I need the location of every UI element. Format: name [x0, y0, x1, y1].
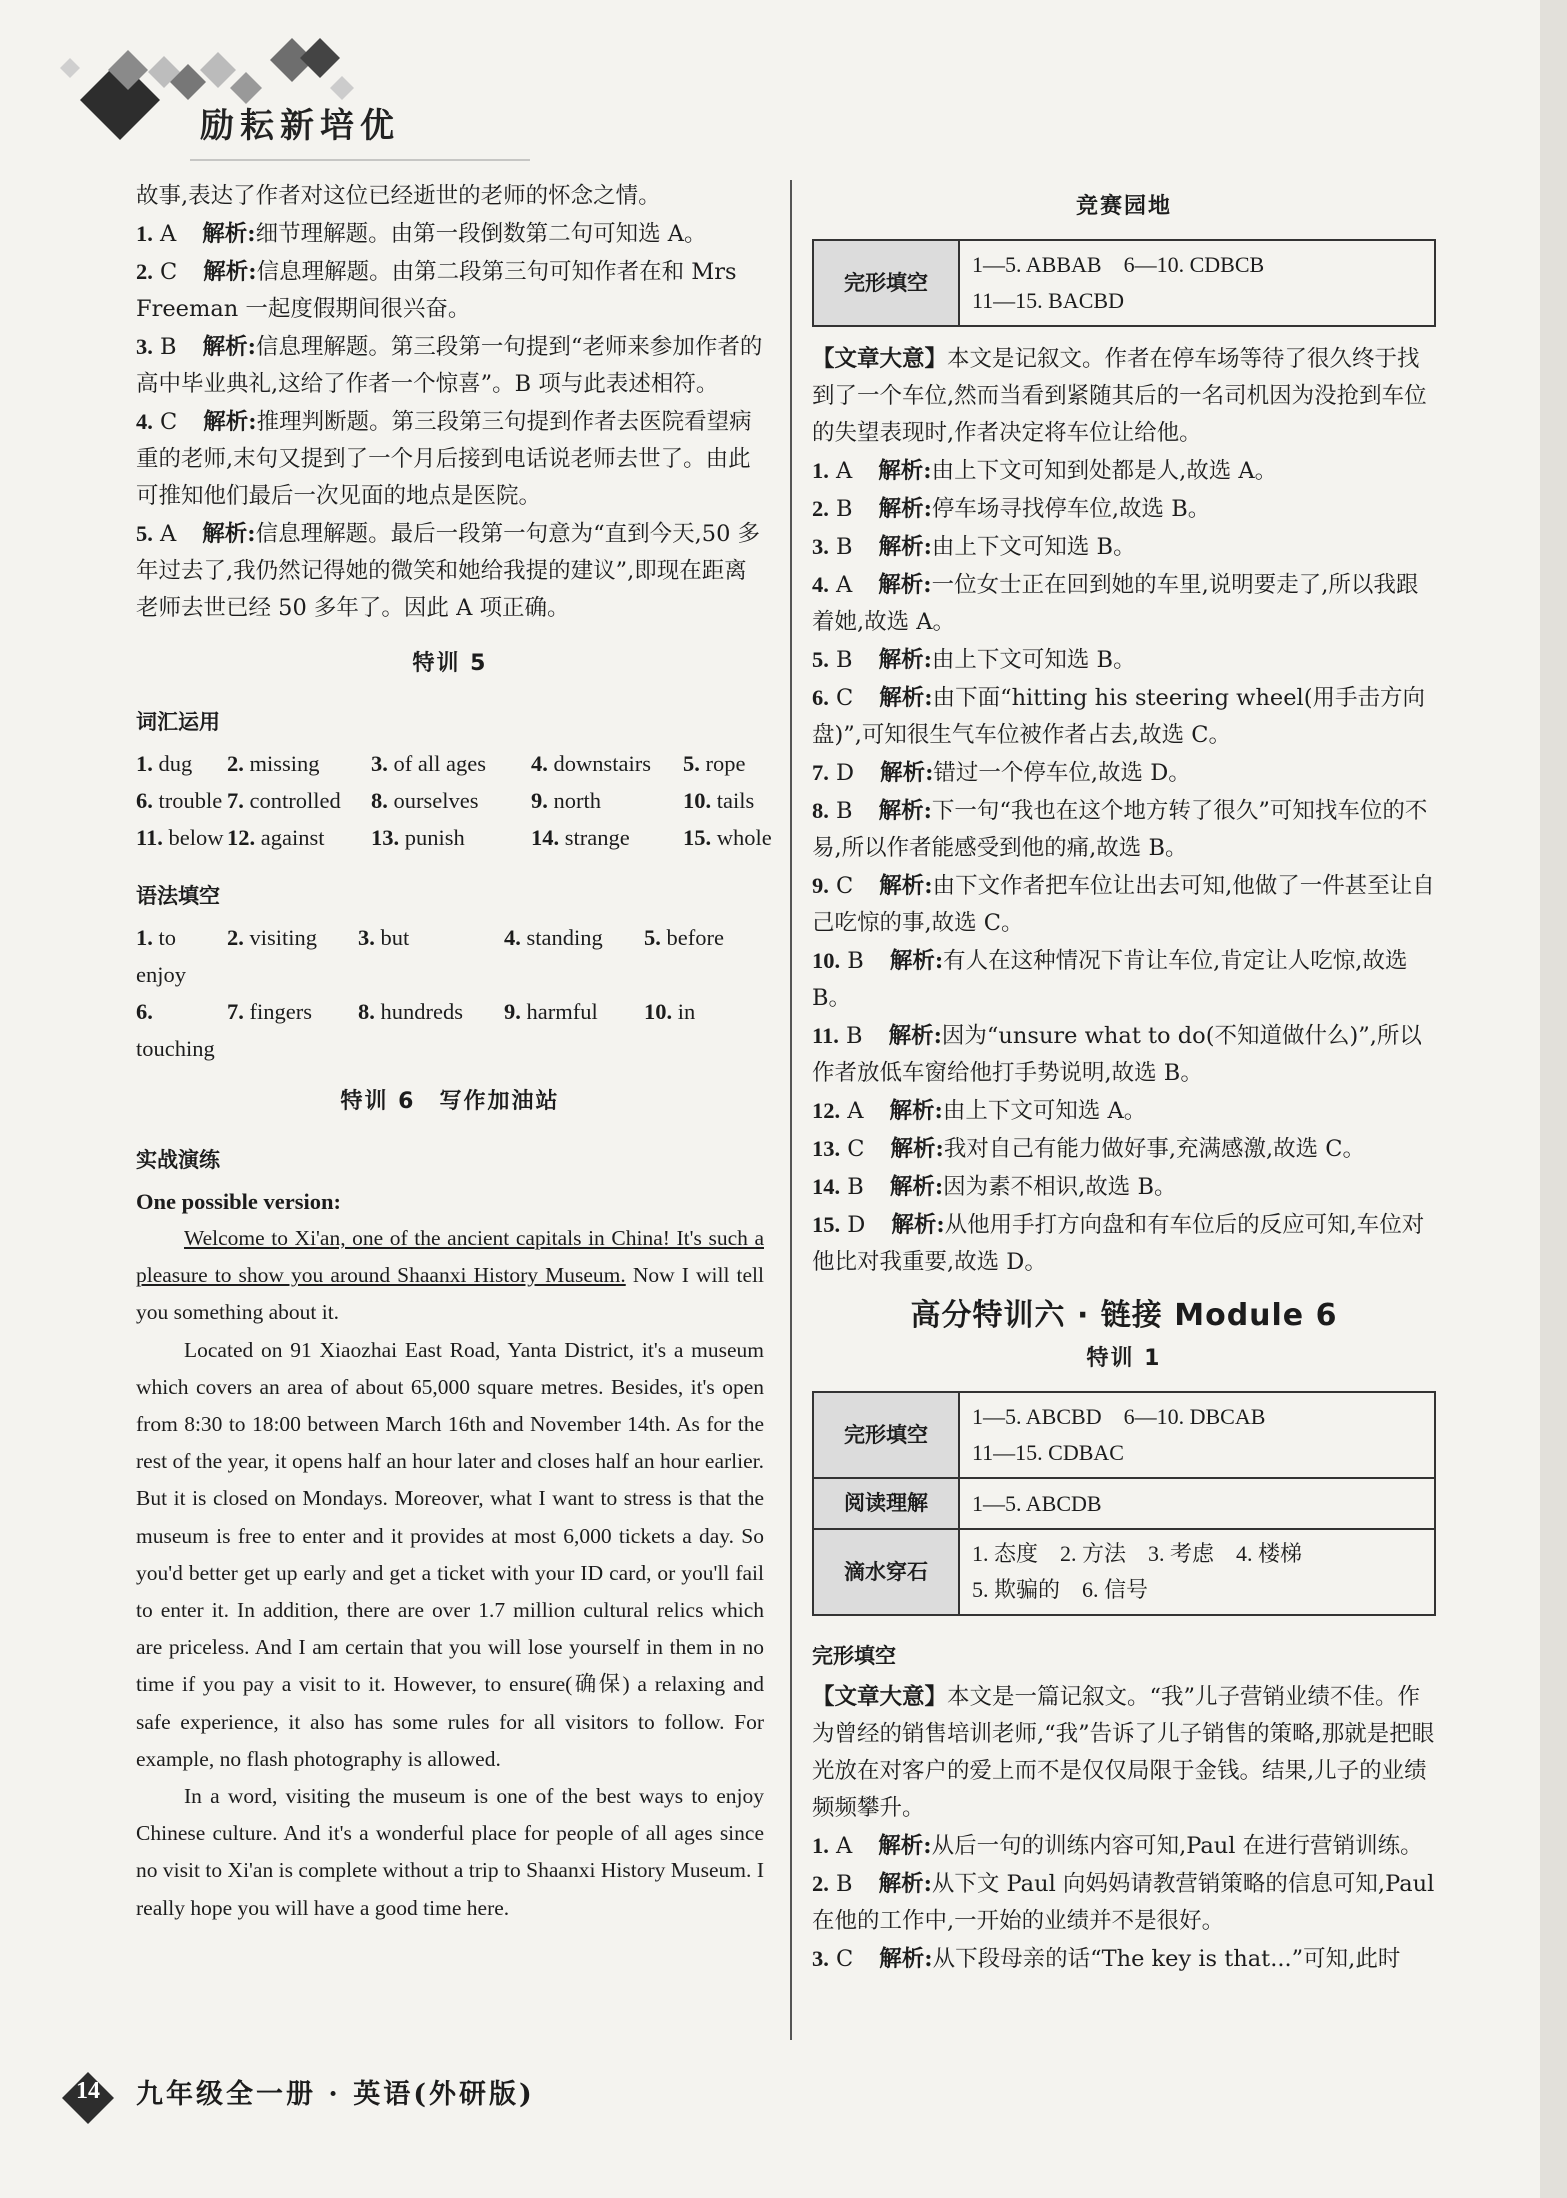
answer-item: 2. B 解析:从下文 Paul 向妈妈请教营销策略的信息可知,Paul 在他的工作中,一开始的业绩并不是很好。: [812, 1871, 1435, 1934]
brand-title: 励耘新培优: [200, 106, 400, 146]
answer-item: 4. C 解析:推理判断题。第三段第三句提到作者去医院看望病重的老师,末句又提到了一个月后接到电话说老师去世了。由此可推知他们最后一次见面的地点是医院。: [136, 409, 752, 509]
footer-title: 九年级全一册 · 英语(外研版): [136, 2079, 535, 2110]
answer-table-1: [812, 239, 1436, 327]
grammar-title: 语法填空: [136, 884, 220, 908]
answer-table-2: [812, 1391, 1436, 1616]
vocab-row: 11. below 12. against 13. punish 14. strange 15. whole: [136, 825, 772, 850]
section-title-6: 特训 6 写作加油站: [340, 1089, 560, 1114]
table-cell: 1—5. ABCBD 6—10. DBCAB 11—15. CDBAC: [959, 1392, 1435, 1478]
intro-text: 故事,表达了作者对这位已经逝世的老师的怀念之情。: [136, 183, 661, 209]
column-divider: [790, 180, 792, 2040]
vocab-row: 6. trouble 7. controlled 8. ourselves 9. north 10. tails: [136, 788, 755, 813]
answer-item: 15. D 解析:从他用手打方向盘和有车位后的反应可知,车位对他比对我重要,故选 D。: [812, 1212, 1425, 1275]
table-head: 完形填空: [813, 240, 959, 326]
answer-item: 11. B 解析:因为“unsure what to do(不知道做什么)”,所以作者放低车窗给他打手势说明,故选 B。: [812, 1023, 1422, 1086]
table-cell: 1—5. ABBAB 6—10. CDBCB 11—15. BACBD: [959, 240, 1435, 326]
table-head: 完形填空: [813, 1392, 959, 1478]
answer-list-right: [812, 452, 1436, 1281]
table-head: 滴水穿石: [813, 1529, 959, 1615]
answer-item: 5. B 解析:由上下文可知选 B。: [812, 647, 1136, 673]
vocab-grid: [136, 745, 772, 856]
sub-title: 特训 1: [1086, 1346, 1162, 1371]
grammar-row: 1. to enjoy 2. visiting 3. but 4. standing 5. before: [136, 925, 724, 987]
essay-paragraph: Welcome to Xi'an, one of the ancient capitals in China! It's such a pleasure to show you around Shaanxi History Museum. Now I will tell you something about it.: [136, 1226, 764, 1325]
answer-item: 2. C 解析:信息理解题。由第二段第三句可知作者在和 Mrs Freeman 一起度假期间很兴奋。: [136, 259, 737, 322]
answer-list: [136, 215, 764, 627]
answer-item: 10. B 解析:有人在这种情况下肯让车位,肯定让人吃惊,故选 B。: [812, 948, 1408, 1011]
essay-paragraph: Located on 91 Xiaozhai East Road, Yanta District, it's a museum which covers an area of about 65,000 square metres. Besides, it's open from 8:30 to 18:00 between March 16th and November 14th. As for the rest of the year, it opens half an hour later and closes half an hour earlier. But it is closed on Mondays. Moreover, what I want to stress is that the museum is free to enter and it provides at most 6,000 tickets a day. So you'd better get up early and get a ticket with your ID card, or you'll fail to enter it. In addition, there are over 1.7 million cultural relics which are priceless. And I am certain that you will lose yourself in them in no time if you pay a visit to it. However, to ensure(确保) a relaxing and safe experience, it also has some rules for all visitors to follow. For example, no flash photography is allowed.: [136, 1337, 764, 1771]
answer-item: 3. B 解析:信息理解题。第三段第一句提到“老师来参加作者的高中毕业典礼,这给了作者一个惊喜”。B 项与此表述相符。: [136, 334, 763, 397]
answer-item: 2. B 解析:停车场寻找停车位,故选 B。: [812, 496, 1211, 522]
gist-paragraph: 【文章大意】本文是一篇记叙文。“我”儿子营销业绩不佳。作为曾经的销售培训老师,“我”告诉了儿子销售的策略,那就是把眼光放在对客户的爱上而不是仅仅局限于金钱。结果,儿子的业绩频频攀升。: [812, 1684, 1435, 1821]
answer-item: 8. B 解析:下一句“我也在这个地方转了很久”可知找车位的不易,所以作者能感受到他的痛,故选 B。: [812, 798, 1428, 861]
answer-item: 1. A 解析:从后一句的训练内容可知,Paul 在进行营销训练。: [812, 1833, 1423, 1859]
cloze-title: 完形填空: [812, 1644, 896, 1668]
answer-item: 14. B 解析:因为素不相识,故选 B。: [812, 1174, 1177, 1200]
gist-paragraph: 【文章大意】本文是记叙文。作者在停车场等待了很久终于找到了一个车位,然而当看到紧随其后的一名司机因为没抢到车位的失望表现时,作者决定将车位让给他。: [812, 346, 1427, 446]
grammar-row: 6. touching 7. fingers 8. hundreds 9. harmful 10. in: [136, 999, 696, 1061]
answer-item: 5. A 解析:信息理解题。最后一段第一句意为“直到今天,50 多年过去了,我仍然记得她的微笑和她给我提的建议”,即现在距离老师去世已经 50 多年了。因此 A 项正确。: [136, 521, 761, 621]
right-column: [812, 178, 1436, 1978]
answer-item: 4. A 解析:一位女士正在回到她的车里,说明要走了,所以我跟着她,故选 A。: [812, 572, 1419, 635]
answer-item: 3. B 解析:由上下文可知选 B。: [812, 534, 1136, 560]
answer-item: 1. A 解析:细节理解题。由第一段倒数第二句可知选 A。: [136, 221, 707, 247]
table-head: 阅读理解: [813, 1478, 959, 1529]
answer-item: 1. A 解析:由上下文可知到处都是人,故选 A。: [812, 458, 1278, 484]
grammar-grid: [136, 919, 764, 1067]
table-cell: 1—5. ABCDB: [959, 1478, 1435, 1529]
left-column: [136, 178, 772, 1927]
answer-item: 12. A 解析:由上下文可知选 A。: [812, 1098, 1147, 1124]
page-number: 14: [76, 2078, 100, 2104]
vocab-title: 词汇运用: [136, 710, 220, 734]
vocab-row: 1. dug 2. missing 3. of all ages 4. downstairs 5. rope: [136, 751, 746, 776]
essay-paragraph: In a word, visiting the museum is one of the best ways to enjoy Chinese culture. And it's a wonderful place for people of all ages since no visit to Xi'an is complete without a trip to Shaanxi History Museum. I really hope you will have a good time here.: [136, 1784, 764, 1920]
module-title: 高分特训六 · 链接 Module 6: [910, 1298, 1338, 1333]
answer-item: 6. C 解析:由下面“hitting his steering wheel(用手击方向盘)”,可知很生气车位被作者占去,故选 C。: [812, 685, 1426, 748]
model-essay: [136, 1220, 764, 1927]
section-title-5: 特训 5: [412, 651, 488, 676]
practice-title: 实战演练: [136, 1148, 220, 1172]
table-cell: 1. 态度 2. 方法 3. 考虑 4. 楼梯 5. 欺骗的 6. 信号: [959, 1529, 1435, 1615]
answer-item: 7. D 解析:错过一个停车位,故选 D。: [812, 760, 1191, 786]
answer-list-right-2: [812, 1827, 1436, 1978]
answer-item: 9. C 解析:由下文作者把车位让出去可知,他做了一件甚至让自己吃惊的事,故选 C。: [812, 873, 1435, 936]
answer-item: 3. C 解析:从下段母亲的话“The key is that...”可知,此时: [812, 1946, 1401, 1972]
contest-title: 竞赛园地: [1075, 194, 1172, 219]
version-label: One possible version:: [136, 1189, 342, 1214]
answer-item: 13. C 解析:我对自己有能力做好事,充满感激,故选 C。: [812, 1136, 1365, 1162]
